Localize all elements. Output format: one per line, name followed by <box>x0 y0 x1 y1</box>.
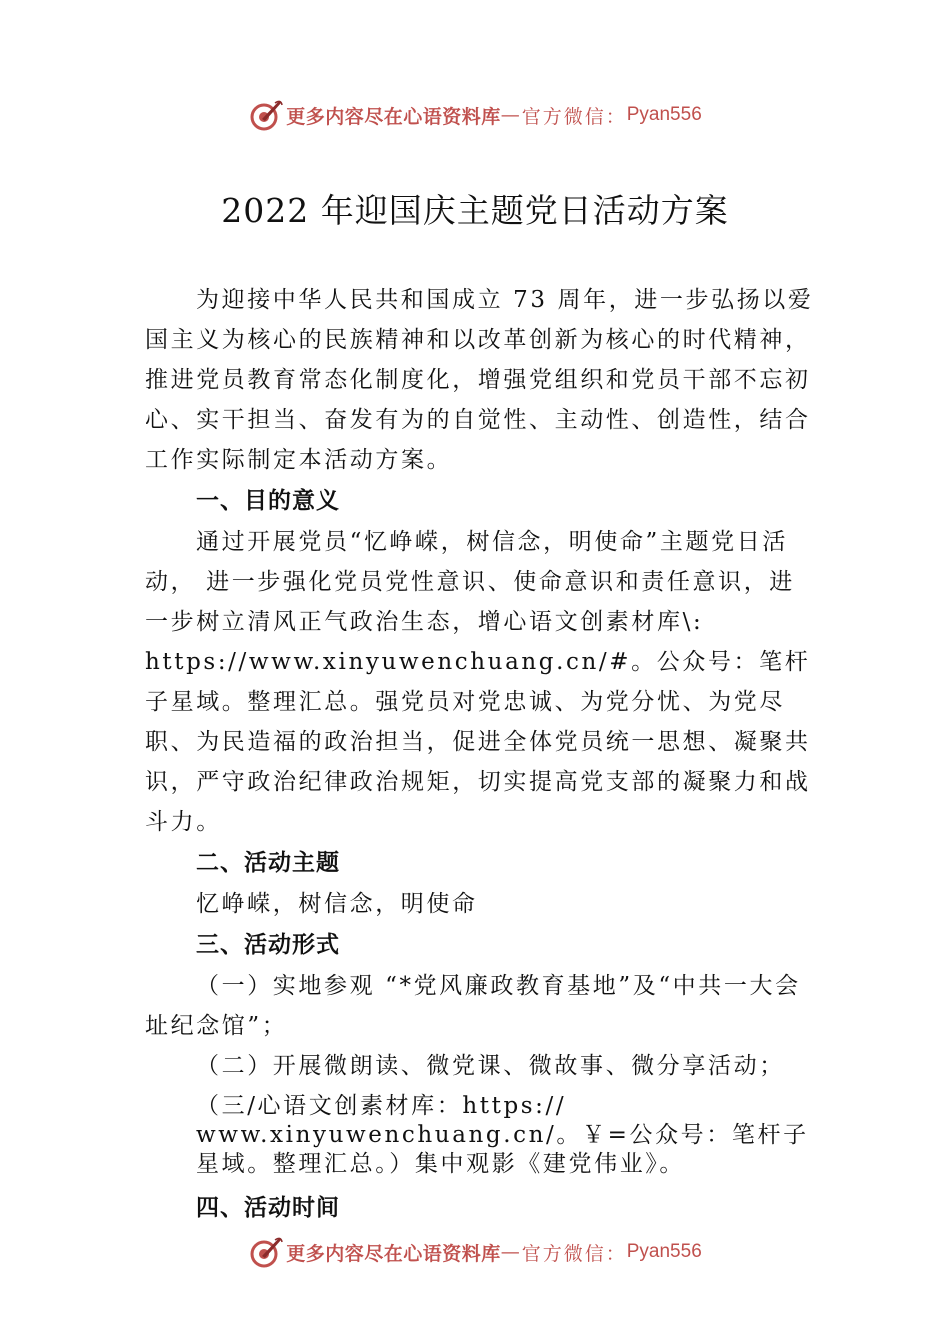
footer-banner <box>0 1232 950 1272</box>
format-item-3: （三/心语文创素材库：https:// www.xinyuwenchuang.cn/。￥=公众号：笔杆子星域。整理汇总。）集中观影《建党伟业》。 <box>196 1093 809 1177</box>
section-heading-purpose: 一、目的意义 <box>196 488 340 514</box>
section-heading-format: 三、活动形式 <box>196 932 340 958</box>
theme-paragraph: 忆峥嵘，树信念，明使命 <box>196 891 478 917</box>
format-item-1: （一）实地参观 “*党风廉政教育基地”及“中共一大会址纪念馆”； <box>145 973 801 1039</box>
header-banner <box>0 95 950 135</box>
banner-brand: 更多内容尽在心语资料库 <box>286 1242 501 1265</box>
quill-seal-icon <box>248 1234 284 1270</box>
quill-seal-icon <box>248 97 284 133</box>
section-heading-theme: 二、活动主题 <box>196 850 340 876</box>
intro-paragraph: 为迎接中华人民共和国成立 73 周年，进一步弘扬以爱国主义为核心的民族精神和以改革创新为核心的时代精神， 推进党员教育常态化制度化，增强党组织和党员干部不忘初心、实干担当、奋发有为的自觉性、主动性、创造性，结合工作实际制定本活动方案。 <box>145 287 814 473</box>
banner-handle: Pyan556 <box>626 104 702 125</box>
banner-handle: Pyan556 <box>626 1241 702 1262</box>
section-heading-time: 四、活动时间 <box>196 1195 340 1221</box>
purpose-paragraph: 通过开展党员“忆峥嵘，树信念，明使命”主题党日活动， 进一步强化党员党性意识、使命意识和责任意识，进一步树立清风正气政治生态，增心语文创素材库\: https://www.xinyuwenchuang.cn/#。公众号：笔杆子星域。整理汇总。强党员对党忠诚、为党分忧、为党尽职、为民造福的政治担当，促进全体党员统一思想、凝聚共识，严守政治纪律政治规矩，切实提高党支部的凝聚力和战斗力。 <box>145 529 811 835</box>
format-item-2: （二）开展微朗读、微党课、微故事、微分享活动； <box>196 1053 785 1079</box>
banner-official-label: 官方微信： <box>521 1242 627 1265</box>
banner-official-label: 官方微信： <box>521 105 627 128</box>
banner-dash: — <box>500 1241 522 1263</box>
banner-dash: — <box>500 104 522 126</box>
document-title: 2022 年迎国庆主题党日活动方案 <box>221 191 729 230</box>
document-body <box>145 280 815 1229</box>
banner-brand: 更多内容尽在心语资料库 <box>286 105 501 128</box>
